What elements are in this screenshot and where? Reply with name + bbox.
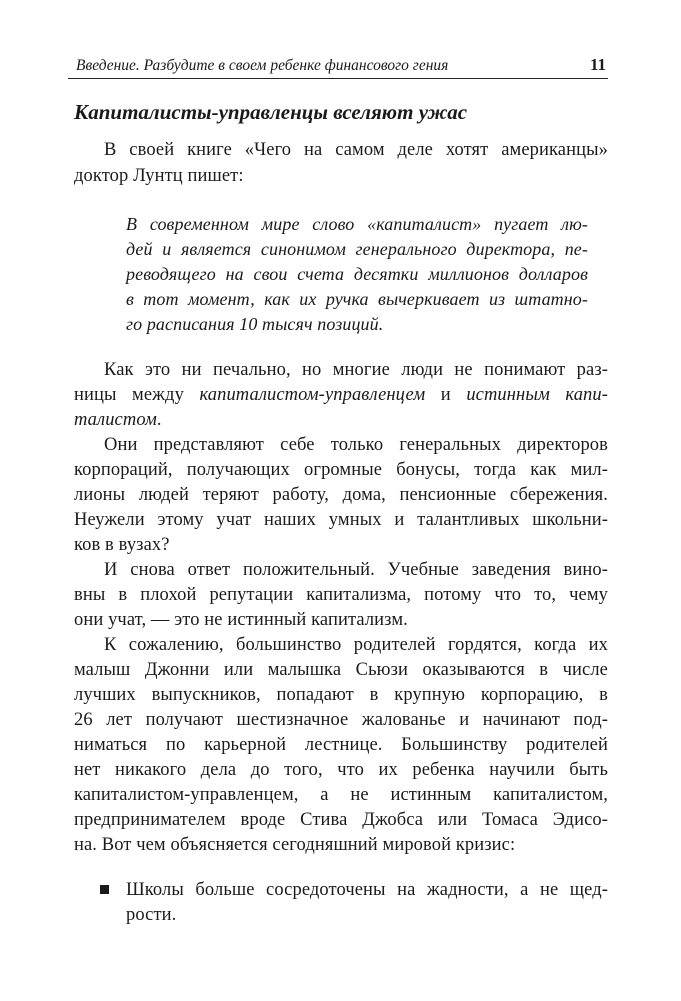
paragraph-line: К сожалению, большинство родителей гордятся, когда их bbox=[104, 635, 608, 655]
paragraph-line: Они представляют себе только генеральных директоров bbox=[104, 435, 608, 455]
paragraph-line: лучших выпускников, попадают в крупную корпорацию, в bbox=[74, 685, 608, 705]
paragraph-line: корпораций, получающих огромные бонусы, тогда как мил- bbox=[74, 460, 608, 480]
bullet-square-icon bbox=[100, 885, 109, 894]
paragraph-line: на. Вот чем объясняется сегодняшний мировой кризис: bbox=[74, 835, 516, 855]
paragraph-line: 26 лет получают шестизначное жалованье и начинают под- bbox=[74, 710, 608, 730]
paragraph-line: нет никакого дела до того, что их ребенка научили быть bbox=[74, 760, 608, 780]
paragraph-line: предпринимателем вроде Стива Джобса или Томаса Эдисо- bbox=[74, 810, 608, 830]
paragraph-line: капиталистом-управленцем, а не истинным капиталистом, bbox=[74, 785, 608, 805]
paragraph-line: лионы людей теряют работу, дома, пенсионные сбережения. bbox=[74, 485, 608, 505]
running-title: Введение. Разбудите в своем ребенке финансового гения bbox=[76, 57, 449, 74]
quote-line: В современном мире слово «капиталист» пугает лю- bbox=[126, 214, 588, 234]
bullet-item-line: Школы больше сосредоточены на жадности, а не щед- bbox=[126, 880, 608, 900]
paragraph-line: Как это ни печально, но многие люди не понимают раз- bbox=[104, 360, 608, 380]
italic-term: истинным капи- bbox=[466, 385, 609, 405]
text-run: ницы между bbox=[74, 385, 200, 405]
paragraph-line: ков в вузах? bbox=[74, 535, 170, 555]
bullet-item-line: рости. bbox=[126, 905, 177, 925]
running-header bbox=[68, 56, 608, 79]
section-heading: Капиталисты-управленцы вселяют ужас bbox=[74, 100, 468, 124]
quote-line: го расписания 10 тысяч позиций. bbox=[126, 314, 384, 334]
italic-term: талистом bbox=[74, 410, 157, 430]
paragraph-line bbox=[74, 407, 162, 433]
paragraph-line: ниматься по карьерной лестнице. Большинству родителей bbox=[74, 735, 608, 755]
page-number: 11 bbox=[589, 55, 606, 74]
paragraph-line bbox=[74, 382, 608, 408]
text-run: . bbox=[156, 410, 162, 430]
paragraph-line: Неужели этому учат наших умных и талантливых школьни- bbox=[74, 510, 608, 530]
quote-line: в тот момент, как их ручка вычеркивает из штатно- bbox=[126, 289, 588, 309]
intro-line: доктор Лунтц пишет: bbox=[74, 166, 244, 186]
quote-line: реводящего на свои счета десятки миллионов долларов bbox=[126, 264, 588, 284]
text-run: и bbox=[425, 385, 467, 405]
intro-line: В своей книге «Чего на самом деле хотят американцы» bbox=[104, 140, 608, 160]
paragraph-line: И снова ответ положительный. Учебные заведения вино- bbox=[104, 560, 608, 580]
quote-line: дей и является синонимом генерального директора, пе- bbox=[126, 239, 588, 259]
book-page bbox=[68, 0, 608, 1001]
paragraph-line: они учат, — это не истинный капитализм. bbox=[74, 610, 408, 630]
paragraph-line: вны в плохой репутации капитализма, потому что то, чему bbox=[74, 585, 608, 605]
italic-term: капиталистом-управленцем bbox=[199, 385, 426, 405]
paragraph-line: малыш Джонни или малышка Сьюзи оказываются в числе bbox=[74, 660, 608, 680]
